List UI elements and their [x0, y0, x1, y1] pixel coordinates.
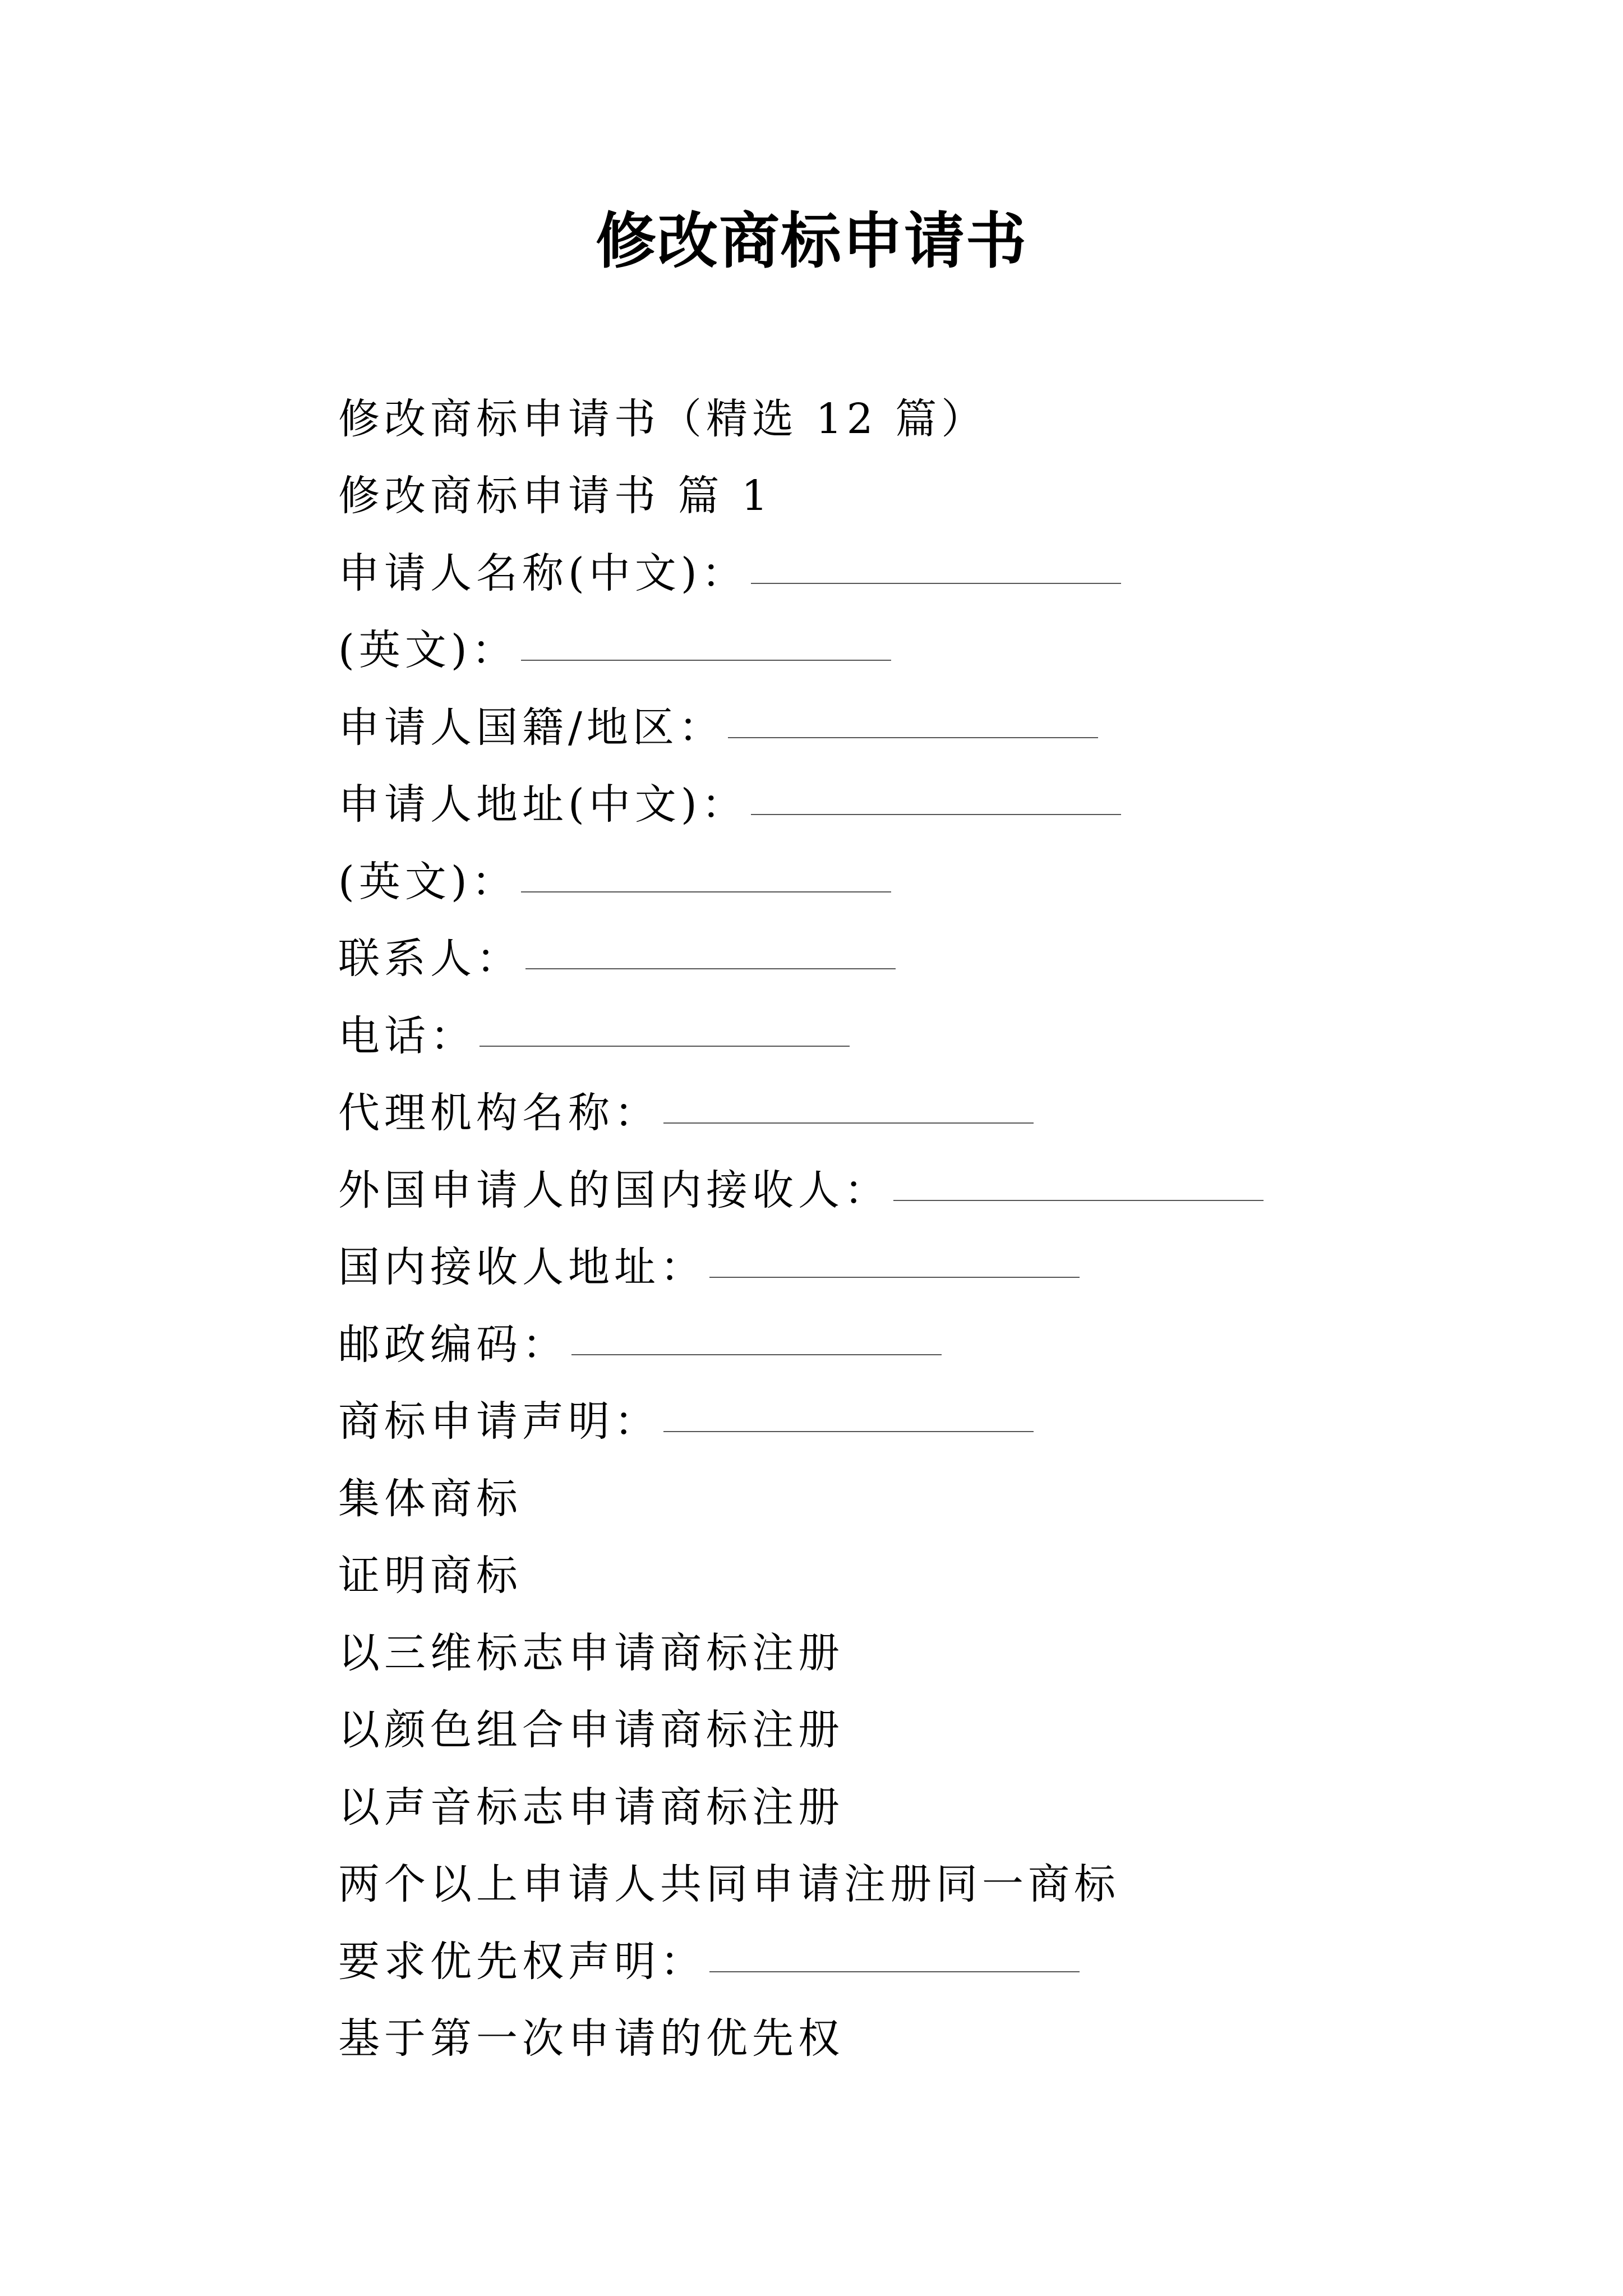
fill-in-blank: [663, 1431, 1034, 1432]
document-line: [338, 1997, 1460, 2074]
line-text: 联系人：: [338, 935, 522, 983]
document-line: [338, 1534, 1460, 1612]
fill-in-blank: [709, 1277, 1080, 1278]
document-line: [338, 1920, 1460, 1997]
document-line: [338, 840, 1460, 917]
fill-in-blank: [663, 1122, 1034, 1124]
document-line: [338, 1843, 1460, 1920]
line-text: (英文)：: [338, 626, 518, 675]
line-text: 以三维标志申请商标注册: [338, 1628, 844, 1677]
fill-in-blank: [751, 583, 1121, 584]
line-text: 集体商标: [338, 1474, 522, 1523]
document-line: [338, 1765, 1460, 1843]
fill-in-blank: [709, 1971, 1080, 1972]
line-text: 申请人名称(中文)：: [338, 549, 748, 597]
line-text: 代理机构名称：: [338, 1089, 660, 1138]
document-line: [338, 531, 1460, 609]
fill-in-blank: [728, 737, 1098, 738]
line-text: 基于第一次申请的优先权: [338, 2014, 844, 2063]
line-text: 邮政编码：: [338, 1320, 568, 1369]
document-line: [338, 917, 1460, 995]
line-text: 以颜色组合申请商标注册: [338, 1706, 844, 1755]
document-line: [338, 994, 1460, 1071]
line-text: 修改商标申请书 篇 1: [338, 472, 773, 521]
document-body: [338, 377, 1460, 2074]
fill-in-blank: [525, 968, 896, 969]
line-text: 修改商标申请书（精选 12 篇）: [338, 394, 988, 443]
document-line: [338, 1071, 1460, 1149]
document-line: [338, 609, 1460, 686]
fill-in-blank: [751, 814, 1121, 815]
line-text: 电话：: [338, 1011, 476, 1060]
line-text: 证明商标: [338, 1552, 522, 1600]
document-line: [338, 1457, 1460, 1534]
document-title: 修改商标申请书: [595, 206, 1027, 277]
document-line: [338, 1688, 1460, 1766]
fill-in-blank: [521, 891, 891, 892]
line-text: (英文)：: [338, 857, 518, 906]
document-line: [338, 454, 1460, 532]
line-text: 两个以上申请人共同申请注册同一商标: [338, 1860, 1120, 1909]
fill-in-blank: [571, 1354, 942, 1355]
line-text: 国内接收人地址：: [338, 1243, 706, 1292]
line-text: 要求优先权声明：: [338, 1937, 706, 1986]
line-text: 商标申请声明：: [338, 1397, 660, 1446]
document-line: [338, 1380, 1460, 1457]
document-line: [338, 1303, 1460, 1380]
line-text: 以声音标志申请商标注册: [338, 1783, 844, 1832]
line-text: 申请人国籍/地区：: [338, 703, 725, 752]
document-line: [338, 763, 1460, 840]
fill-in-blank: [893, 1200, 1264, 1201]
document-line: [338, 1148, 1460, 1226]
document-line: [338, 685, 1460, 763]
document-line: [338, 377, 1460, 454]
document-line: [338, 1226, 1460, 1303]
fill-in-blank: [521, 660, 891, 661]
document-line: [338, 1611, 1460, 1688]
line-text: 外国申请人的国内接收人：: [338, 1166, 890, 1214]
fill-in-blank: [479, 1046, 850, 1047]
line-text: 申请人地址(中文)：: [338, 780, 748, 829]
